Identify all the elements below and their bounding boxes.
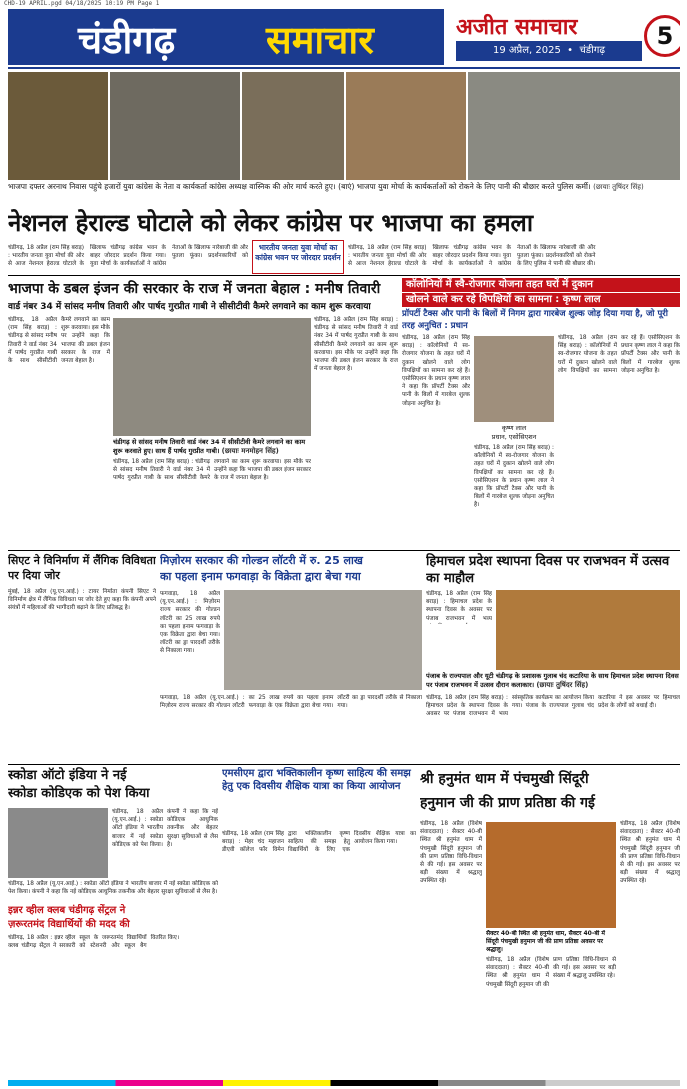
top-photo-caption [8,182,680,204]
dateline: 19 अप्रैल, 2025 • चंडीगढ़ [456,41,642,61]
story5-headline-line1: मिज़ोरम सरकार की गोल्डन लॉटरी में रु. 25 लाख [160,554,363,567]
story2-body: चंडीगढ़, 18 अप्रैल (राम सिंह बराड़) : चंडीगढ़ से सांसद मनीष तिवारी ने वार्ड नंबर 34 में पार्षद गुरप्रीत गाबी के साथ सीसीटीवी कैमरे लगवाने का काम शुरू करवाया। इस मौके पर उन्होंने कहा कि भाजपा की डबल इंजन सरकार के राज में जनता बेहाल है। [8,317,110,365]
story7-body-cont: चंडीगढ़, 18 अप्रैल (यू.एन.आई.) : स्कोडा ऑटो इंडिया ने भारतीय बाजार में नई स्कोडा कोडिएक को पेश किया। कंपनी ने कहा कि नई कोडिएक आधुनिक तकनीक और बेहतर सुरक्षा सुविधाओं से लैस है। [8,881,218,896]
story5-headline-line2: का पहला इनाम फगवाड़ा के विक्रेता द्वारा बेचा गया [160,570,361,583]
news-photo [242,72,344,180]
story3-photo [474,336,554,422]
story4-headline: सिएट ने विनिर्माण में लैंगिक विविधता पर दिया जोर [8,554,156,582]
story8-headline-line2: ज़रूरतमंद विद्यार्थियों की मदद की [8,919,130,930]
story3-body: चंडीगढ़, 18 अप्रैल (राम सिंह बराड़) : कॉलोनियों में स्व-रोजगार योजना के तहत घरों में दुकान खोलने वाले लोग विपक्षियों का सामना कर रहे हैं। एसोसिएशन के प्रधान कृष्ण लाल ने कहा कि प्रॉपर्टी टैक्स और पानी के बिलों में गारबेज शुल्क जोड़ना अनुचित है। [402,335,470,407]
story6-caption [426,672,680,692]
print-slug: CHD-19 APRIL.pgd 04/18/2025 10:19 PM Page 1 [4,0,160,7]
story10-body-cont: चंडीगढ़, 18 अप्रैल (विशेष संवाददाता) : सैक्टर 40-बी स्थित श्री हनुमंत धाम में पंचमुखी सिंदूरी हनुमान जी की प्राण प्रतिष्ठा विधि-विधान से की गई। इस अवसर पर बड़ी संख्या में श्रद्धालु उपस्थित रहे। [486,957,616,988]
story6-photo [496,590,680,670]
story3-photo-caption [474,424,554,442]
city: चंडीगढ़ [579,45,605,56]
story10-headline-line1: श्री हनुमंत धाम में पंचमुखी सिंदूरी [420,771,589,787]
news-photo [468,72,680,180]
story10-headline-line2: हनुमान जी की प्राण प्रतिष्ठा की गई [420,795,595,811]
story4-body: मुंबई, 18 अप्रैल (यू.एन.आई.) : टायर निर्माता कंपनी सिएट ने विनिर्माण क्षेत्र में लैंगिक विविधता पर जोर देते हुए कहा कि कंपनी अपने संयंत्रों में महिलाओं की भागीदारी बढ़ाने के लिए प्रतिबद्ध है। [8,589,156,612]
story10-body-cont2: चंडीगढ़, 18 अप्रैल (विशेष संवाददाता) : सैक्टर 40-बी स्थित श्री हनुमंत धाम में पंचमुखी सिंदूरी हनुमान जी की प्राण प्रतिष्ठा विधि-विधान से की गई। इस अवसर पर बड़ी संख्या में श्रद्धालु उपस्थित रहे। [620,821,680,885]
story3-headline-line2: खोलने वाले कर रहे विपक्षियों का सामना : कृष्ण लाल [402,293,680,307]
divider [8,764,680,765]
story7-body: चंडीगढ़, 18 अप्रैल (यू.एन.आई.) : स्कोडा ऑटो इंडिया ने भारतीय बाजार में नई स्कोडा कोडिएक को पेश किया। कंपनी ने कहा कि नई कोडिएक आधुनिक तकनीक और बेहतर सुरक्षा सुविधाओं से लैस है। [112,809,218,848]
news-photo [110,72,240,180]
date: 19 अप्रैल, 2025 [492,45,561,56]
story10-body: चंडीगढ़, 18 अप्रैल (विशेष संवाददाता) : सैक्टर 40-बी स्थित श्री हनुमंत धाम में पंचमुखी सिंदूरी हनुमान जी की प्राण प्रतिष्ठा विधि-विधान से की गई। इस अवसर पर बड़ी संख्या में श्रद्धालु उपस्थित रहे। [420,821,482,885]
story9-headline [222,767,416,825]
news-photo [8,72,108,180]
divider [8,275,680,276]
story3-subhead: प्रॉपर्टी टैक्स और पानी के बिलों में निगम द्वारा गारबेज शुल्क जोड़ दिया गया है, जो पूरी तरह अनुचित : प्रधान [402,309,668,331]
masthead [8,9,680,69]
page-number: 5 [644,15,680,57]
story6-caption-text: पंजाब के राज्यपाल और यूटी चंडीगढ़ के प्रशासक गुलाब चंद कटारिया के साथ हिमाचल प्रदेश स्थापना दिवस पर पंजाब राजभवन में उत्सव दौरान कलाकार। [426,672,679,689]
story6-body-cont: चंडीगढ़, 18 अप्रैल (राम सिंह बराड़) : हिमाचल प्रदेश के स्थापना दिवस के अवसर पर पंजाब राजभवन में भव्य सांस्कृतिक कार्यक्रम का आयोजन किया गया। पंजाब के राज्यपाल गुलाब चंद कटारिया ने इस अवसर पर हिमाचल प्रदेश के लोगों को बधाई दी। [426,695,680,718]
story7-headline-line1: स्कोडा ऑटो इंडिया ने नई [8,768,127,783]
masthead-title-part2: समाचार [266,17,374,62]
top-photo-credit: (छायाः तुषिंदर सिंह) [593,183,644,191]
story3-headline-line1: कॉलोनियों में स्वै-रोजगार योजना तहत घरों में दुकान [402,278,680,292]
story2-caption [113,438,311,456]
top-photo-caption-text: भाजपा दफ्तर अरनाथ निवास पहुंचे हजारों युवा कांग्रेस के नेता व कार्यकर्ता कांग्रेस अध्यक्ष वास्निक की ओर मार्च करते हुए। (बाएं) भाजपा युवा मोर्चा के कार्यकर्ताओं को रोकने के लिए पानी की बौछार करते पुलिस कर्मी। [8,182,591,191]
story2-body-cont2: चंडीगढ़, 18 अप्रैल (राम सिंह बराड़) : चंडीगढ़ से सांसद मनीष तिवारी ने वार्ड नंबर 34 में पार्षद गुरप्रीत गाबी के साथ सीसीटीवी कैमरे लगवाने का काम शुरू करवाया। इस मौके पर उन्होंने कहा कि भाजपा की डबल इंजन सरकार के राज में जनता बेहाल है। [314,317,398,373]
story6-credit: (छायाः तुषिंदर सिंह) [536,680,589,689]
story8-body: चंडीगढ़, 18 अप्रैल : इन्नर व्हील क्लब चंडीगढ़ सेंट्रल ने सरकारी स्कूल के जरूरतमंद विद्यार्थियों को स्टेशनरी और स्कूल बैग वितरित किए। [8,935,180,950]
registration-bar [8,1080,680,1086]
story7-headline-line2: स्कोडा कोडिएक को पेश किया [8,786,150,801]
masthead-title-part1: चंडीगढ़ [78,17,176,62]
story2-credit: (छायाः मनमोहन सिंह) [221,446,279,455]
story6-headline: हिमाचल प्रदेश स्थापना दिवस पर राजभवन में उत्सव का माहौल [426,554,670,586]
brand-name: अजीत समाचार [456,14,578,40]
story5-body-cont: फगवाड़ा, 18 अप्रैल (यू.एन.आई.) : मिज़ोरम राज्य सरकार की गोल्डन लॉटरी का 25 लाख रुपये का पहला इनाम फगवाड़ा के एक विक्रेता द्वारा बेचा गया। लॉटरी का ड्रा पारदर्शी तरीके से निकाला गया। [160,695,422,710]
story2-photo [113,318,311,436]
top-story-body-cont: चंडीगढ़, 18 अप्रैल (राम सिंह बराड़) : भारतीय जनता युवा मोर्चा की ओर से आज नेशनल हेराल्ड घोटाले के खिलाफ चंडीगढ़ कांग्रेस भवन के बाहर जोरदार प्रदर्शन किया गया। युवा मोर्चा के कार्यकर्ताओं ने कांग्रेस नेताओं के खिलाफ नारेबाजी की और पुतला फूंका। प्रदर्शनकारियों को रोकने के लिए पुलिस ने पानी की बौछार की। [348,245,596,268]
story5-body: फगवाड़ा, 18 अप्रैल (यू.एन.आई.) : मिज़ोरम राज्य सरकार की गोल्डन लॉटरी का 25 लाख रुपये का पहला इनाम फगवाड़ा के एक विक्रेता द्वारा बेचा गया। लॉटरी का ड्रा पारदर्शी तरीके से निकाला गया। [160,591,220,655]
news-photo [346,72,466,180]
story2-caption-text: चंडीगढ़ से सांसद मनीष तिवारी वार्ड नंबर 34 में सीसीटीवी कैमरे लगवाने का काम शुरू करवाते हुए। साथ हैं पार्षद गुरप्रीत गाबी। [113,438,306,455]
story9-headline-line1: एमसीएम द्वारा भक्तिकालीन कृष्ण साहित्य की समझ हेतु [222,768,411,792]
story6-body: चंडीगढ़, 18 अप्रैल (राम सिंह बराड़) : हिमाचल प्रदेश के स्थापना दिवस के अवसर पर पंजाब राजभवन में भव्य [426,591,492,622]
story2-body-cont: चंडीगढ़, 18 अप्रैल (राम सिंह बराड़) : चंडीगढ़ से सांसद मनीष तिवारी ने वार्ड नंबर 34 में पार्षद गुरप्रीत गाबी के साथ सीसीटीवी कैमरे लगवाने का काम शुरू करवाया। इस मौके पर उन्होंने कहा कि भाजपा की डबल इंजन सरकार के राज में जनता बेहाल है। [113,459,311,482]
story8-headline-line1: इन्नर व्हील क्लब चंडीगढ़ सेंट्रल ने [8,905,126,916]
story10-photo [486,822,616,928]
story3-body-cont: चंडीगढ़, 18 अप्रैल (राम सिंह बराड़) : कॉलोनियों में स्व-रोजगार योजना के तहत घरों में दुकान खोलने वाले लोग विपक्षियों का सामना कर रहे हैं। एसोसिएशन के प्रधान कृष्ण लाल ने कहा कि प्रॉपर्टी टैक्स और पानी के बिलों में गारबेज शुल्क जोड़ना अनुचित है। [474,445,554,509]
story7-photo [8,808,108,878]
story3-photo-caption-name: कृष्ण लाल [501,424,527,432]
top-story-body: चंडीगढ़, 18 अप्रैल (राम सिंह बराड़) : भारतीय जनता युवा मोर्चा की ओर से आज नेशनल हेराल्ड घोटाले के खिलाफ चंडीगढ़ कांग्रेस भवन के बाहर जोरदार प्रदर्शन किया गया। युवा मोर्चा के कार्यकर्ताओं ने कांग्रेस नेताओं के खिलाफ नारेबाजी की और पुतला फूंका। प्रदर्शनकारियों को [8,245,248,268]
masthead-title-block [8,9,444,65]
story9-body: चंडीगढ़, 18 अप्रैल (राम सिंह बराड़) : मेहर चंद महाजन डीएवी कॉलेज फॉर विमेन द्वारा भक्तिकालीन कृष्ण साहित्य की समझ हेतु विद्यार्थियों के लिए एक दिवसीय शैक्षिक यात्रा का आयोजन किया गया। [222,831,416,854]
story3-photo-caption-title: प्रधान, एसोसिएशन [491,432,537,441]
story3-body-cont2: चंडीगढ़, 18 अप्रैल (राम सिंह बराड़) : कॉलोनियों में स्व-रोजगार योजना के तहत घरों में दुकान खोलने वाले लोग विपक्षियों का सामना कर रहे हैं। एसोसिएशन के प्रधान कृष्ण लाल ने कहा कि प्रॉपर्टी टैक्स और पानी के बिलों में गारबेज शुल्क जोड़ना अनुचित है। [558,335,680,374]
story5-photo [224,590,422,690]
divider [8,550,680,551]
top-headline: नेशनल हेराल्ड घोटाले को लेकर कांग्रेस पर भाजपा का हमला [8,209,534,237]
story2-headline: भाजपा के डबल इंजन की सरकार के राज में जनता बेहाल : मनीष तिवारी [8,281,381,297]
story9-headline-line2: एक दिवसीय शैक्षिक यात्रा का किया आयोजन [236,781,401,792]
top-story-pullquote: भारतीय जनता युवा मोर्चा का कांग्रेस भवन पर जोरदार प्रदर्शन [252,240,344,274]
story10-caption: सैक्टर 40-बी स्थित श्री हनुमंत धाम, सैक्टर 40-बी में सिंदूरी पंचमुखी हनुमान जी की प्राण प्रतिष्ठा अवसर पर श्रद्धालु। [486,930,606,953]
story2-subhead: वार्ड नंबर 34 में सांसद मनीष तिवारी और पार्षद गुरप्रीत गाबी ने सीसीटीवी कैमरे लगवाने का काम शुरू करवाया [8,302,371,312]
